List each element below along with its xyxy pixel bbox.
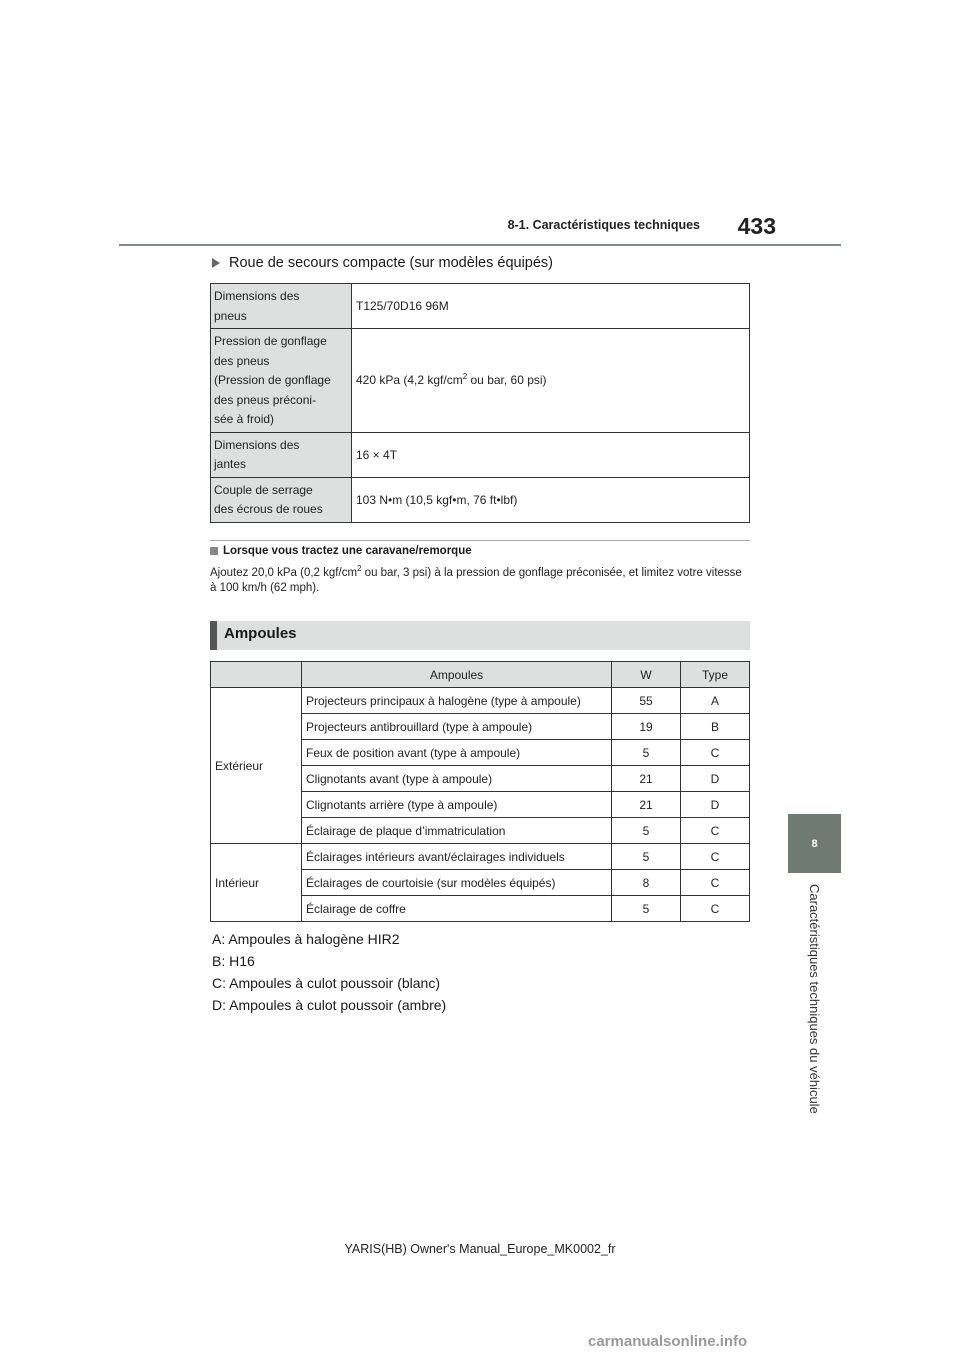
bulb-name-cell: Feux de position avant (type à ampoule) [302,740,612,766]
location-cell: Intérieur [211,844,302,922]
legend-item: A: Ampoules à halogène HIR2 [212,931,400,947]
column-header-location [211,662,302,688]
location-cell: Extérieur [211,688,302,844]
page-number: 433 [737,213,776,239]
towing-note-body: Ajoutez 20,0 kPa (0,2 kgf/$cm^2$ ou bar, 3 psi) à la pression de gonflage préconisée, et limitez votre vitesse à 100 km/h (62 mph). [210,564,742,594]
bulb-watts-cell: 5 [612,740,681,766]
note-divider [210,540,750,541]
bulb-watts-cell: 21 [612,766,681,792]
triangle-bullet-icon [212,258,220,268]
towing-note-heading-text: Lorsque vous tractez une caravane/remorque [223,545,472,557]
column-header-bulbs: Ampoules [302,662,612,688]
bulb-watts-cell: 5 [612,818,681,844]
table-header-row [211,662,750,688]
spare-tire-heading [212,255,553,271]
towing-note-heading [210,545,472,557]
spec-label: Pression de gonflage des pneus (Pression de gonflage des pneus préconi- sée à froid) [211,329,352,433]
bulb-type-cell: B [681,714,750,740]
banner-accent-bar [210,621,217,650]
spec-label: Dimensions des pneus [211,284,352,329]
spare-tire-spec-table [210,283,750,523]
bulb-name-cell: Éclairage de plaque d’immatriculation [302,818,612,844]
bulb-name-cell: Projecteurs principaux à halogène (type à ampoule) [302,688,612,714]
bulb-type-cell: C [681,818,750,844]
chapter-side-label-text: Caractéristiques techniques du véhicule [807,884,822,1114]
bulb-watts-cell: 8 [612,870,681,896]
spec-row-lug-nut-torque [211,477,750,522]
spare-tire-heading-text: Roue de secours compacte (sur modèles équipés) [229,255,553,271]
header-divider [119,244,841,246]
bulb-type-cell: C [681,896,750,922]
bulb-name-cell: Éclairages intérieurs avant/éclairages individuels [302,844,612,870]
spec-value: 16 × 4T [352,432,750,477]
bulb-type-cell: D [681,766,750,792]
bulb-name-cell: Projecteurs antibrouillard (type à ampoule) [302,714,612,740]
bulbs-section-banner [210,621,750,650]
bulb-type-cell: C [681,844,750,870]
bulb-name-cell: Clignotants avant (type à ampoule) [302,766,612,792]
bulb-watts-cell: 55 [612,688,681,714]
bulb-watts-cell: 5 [612,844,681,870]
watermark[interactable]: carmanualsonline.info [588,1333,748,1350]
bulbs-section-title: Ampoules [224,625,297,642]
spec-row-wheel-size [211,432,750,477]
bulb-type-cell: C [681,740,750,766]
bulb-watts-cell: 19 [612,714,681,740]
bulb-type-cell: C [681,870,750,896]
spec-value: T125/70D16 96M [352,284,750,329]
chapter-tab[interactable]: 8 [788,814,841,873]
chapter-side-label [806,884,822,1134]
legend-item: C: Ampoules à culot poussoir (blanc) [212,975,440,991]
column-header-watts: W [612,662,681,688]
spec-label: Dimensions des jantes [211,432,352,477]
bulb-type-legend [212,928,446,1016]
bulb-name-cell: Éclairage de coffre [302,896,612,922]
spec-label: Couple de serrage des écrous de roues [211,477,352,522]
bulbs-table [210,661,750,922]
square-bullet-icon [210,547,218,555]
legend-item: D: Ampoules à culot poussoir (ambre) [212,997,447,1013]
column-header-type: Type [681,662,750,688]
spec-row-tire-size [211,284,750,329]
spec-value: 420 kPa (4,2 kgf/$cm^2$ ou bar, 60 psi) [352,329,750,433]
bulb-name-cell: Éclairages de courtoisie (sur modèles équipés) [302,870,612,896]
bulb-watts-cell: 5 [612,896,681,922]
table-row [211,688,750,714]
page-footer: YARIS(HB) Owner's Manual_Europe_MK0002_fr [344,1242,616,1256]
bulb-watts-cell: 21 [612,792,681,818]
bulb-type-cell: D [681,792,750,818]
spec-row-tire-pressure [211,329,750,433]
legend-item: B: H16 [212,953,255,969]
section-title: 8-1. Caractéristiques techniques [507,218,700,232]
table-row [211,844,750,870]
bulb-name-cell: Clignotants arrière (type à ampoule) [302,792,612,818]
spec-value: 103 N•m (10,5 kgf•m, 76 ft•lbf) [352,477,750,522]
bulb-type-cell: A [681,688,750,714]
